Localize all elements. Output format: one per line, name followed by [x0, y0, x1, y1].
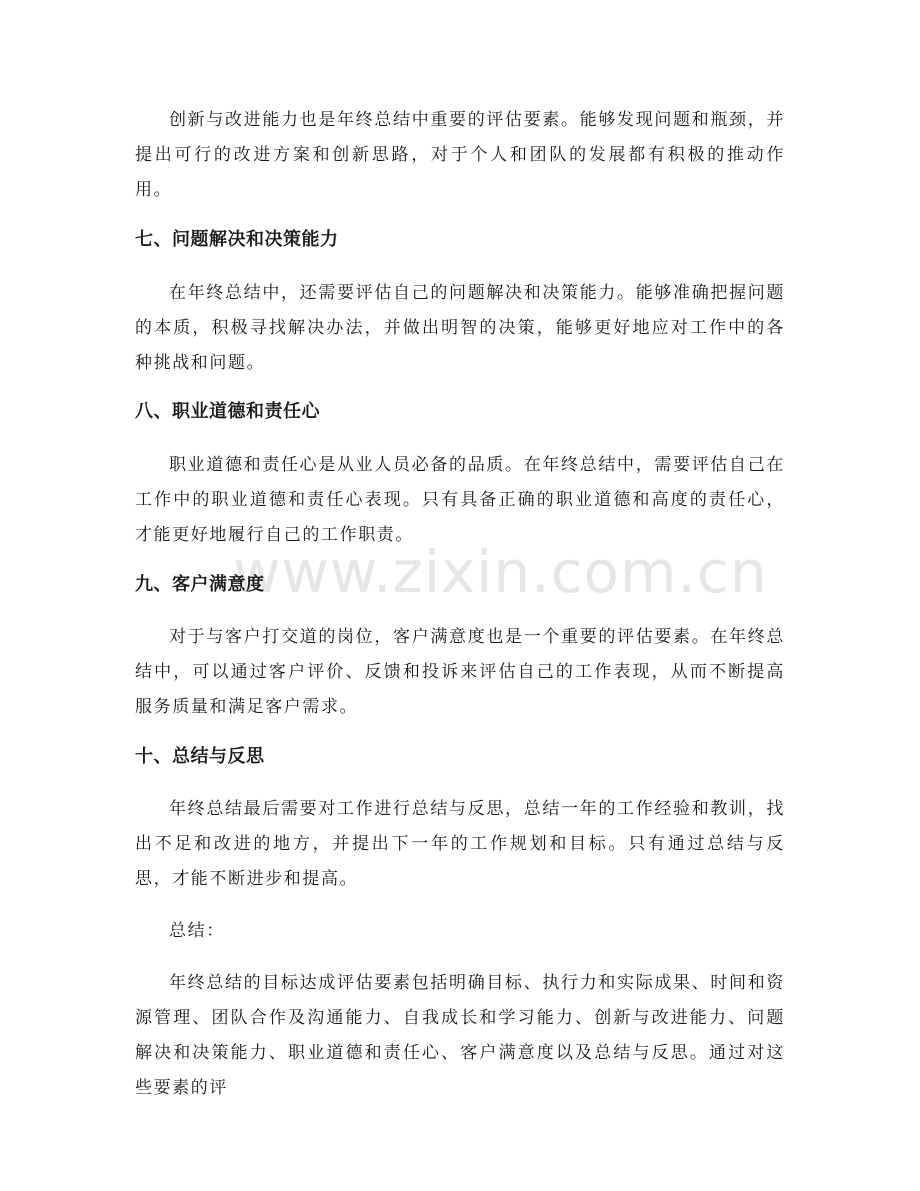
heading-summary-reflection: 十、总结与反思 — [135, 746, 265, 767]
paragraph-conclusion: 年终总结的目标达成评估要素包括明确目标、执行力和实际成果、时间和资源管理、团队合作及沟通能力、自我成长和学习能力、创新与改进能力、问题解决和决策能力、职业道德和责任心、客户满意度以及总结与反思。通过对这些要素的评 — [135, 973, 785, 1098]
watermark: www.zixin.com.cn — [233, 538, 768, 606]
paragraph-problem-solving: 在年终总结中，还需要评估自己的问题解决和决策能力。能够准确把握问题的本质，积极寻找解决办法，并做出明智的决策，能够更好地应对工作中的各种挑战和问题。 — [135, 283, 785, 373]
paragraph-ethics: 职业道德和责任心是从业人员必备的品质。在年终总结中，需要评估自己在工作中的职业道德和责任心表现。只有具备正确的职业道德和高度的责任心，才能更好地履行自己的工作职责。 — [135, 455, 785, 545]
summary-label: 总结： — [169, 921, 225, 941]
paragraph-customer-satisfaction: 对于与客户打交道的岗位，客户满意度也是一个重要的评估要素。在年终总结中，可以通过客户评价、反馈和投诉来评估自己的工作表现，从而不断提高服务质量和满足客户需求。 — [135, 627, 785, 717]
heading-ethics: 八、职业道德和责任心 — [135, 401, 320, 422]
paragraph-summary-reflection: 年终总结最后需要对工作进行总结与反思，总结一年的工作经验和教训，找出不足和改进的地方，并提出下一年的工作规划和目标。只有通过总结与反思，才能不断进步和提高。 — [135, 799, 785, 889]
heading-customer-satisfaction: 九、客户满意度 — [135, 574, 265, 595]
document-body — [135, 103, 785, 1106]
paragraph-innovation: 创新与改进能力也是年终总结中重要的评估要素。能够发现问题和瓶颈，并提出可行的改进方案和创新思路，对于个人和团队的发展都有积极的推动作用。 — [135, 110, 785, 200]
heading-problem-solving: 七、问题解决和决策能力 — [135, 229, 339, 250]
